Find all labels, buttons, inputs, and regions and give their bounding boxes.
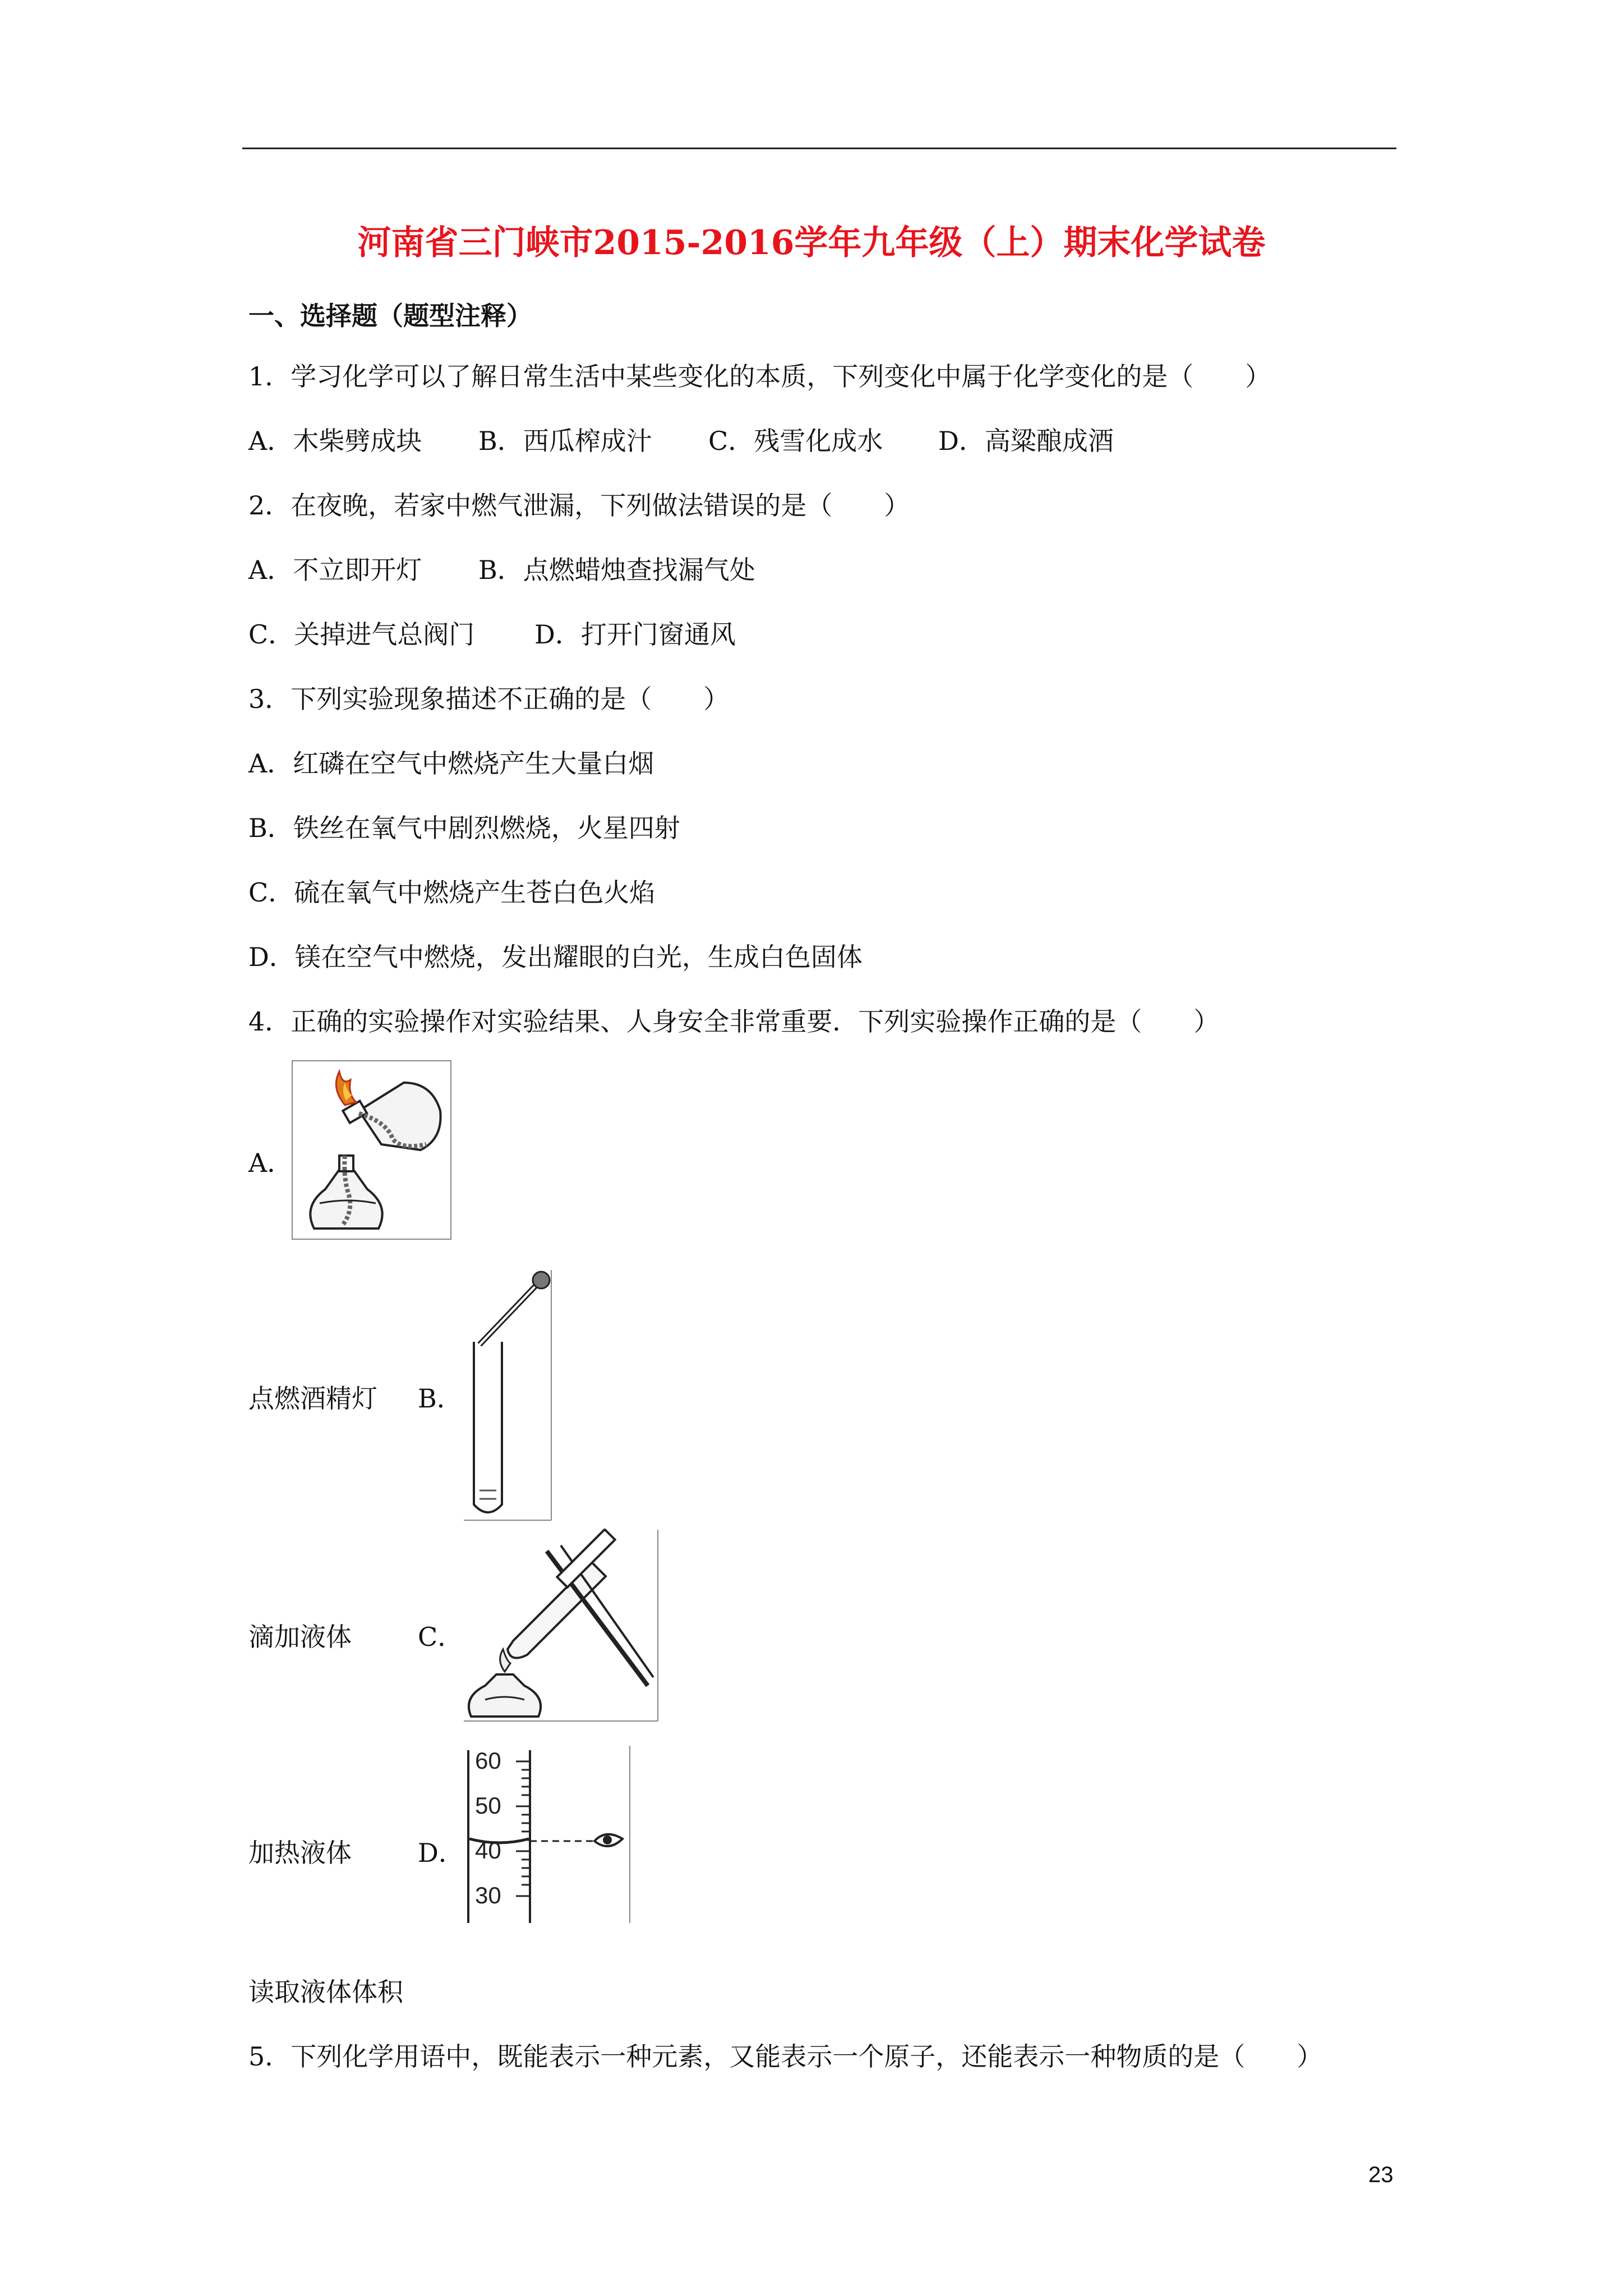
q4-option-a-label: A． [248,1148,293,1178]
heating-test-tube-figure [463,1529,659,1722]
page-title: 河南省三门峡市2015-2016学年九年级（上）期末化学试卷 [357,223,1266,263]
q2-stem: 2．在夜晚，若家中燃气泄漏，下列做法错误的是（ ） [248,490,910,521]
q3-stem: 3．下列实验现象描述不正确的是（ ） [248,684,730,714]
cylinder-tick-40: 40 [475,1837,501,1864]
header-rule [242,148,1396,149]
alcohol-lamp-lighting-figure [292,1060,451,1240]
q4-option-d-label: D． [418,1838,464,1868]
q4-option-b-caption: 滴加液体 [248,1622,352,1652]
q1-stem: 1．学习化学可以了解日常生活中某些变化的本质，下列变化中属于化学变化的是（ ） [248,361,1271,392]
q4-option-b-label: B． [418,1383,463,1414]
q3-option-b: B．铁丝在氧气中剧烈燃烧，火星四射 [248,813,680,843]
q3-option-c: C．硫在氧气中燃烧产生苍白色火焰 [248,877,656,908]
dropper-test-tube-figure [463,1269,552,1521]
q1-option-c: C．残雪化成水 [708,426,883,456]
q4-stem: 4．正确的实验操作对实验结果、人身安全非常重要．下列实验操作正确的是（ ） [248,1006,1220,1037]
q3-option-d: D．镁在空气中燃烧，发出耀眼的白光，生成白色固体 [248,942,863,972]
q5-stem: 5．下列化学用语中，既能表示一种元素，又能表示一个原子，还能表示一种物质的是（ ） [248,2041,1323,2072]
section-heading: 一、选择题（题型注释） [248,301,532,331]
q2-options-row2 [248,619,736,650]
q1-options [248,428,1114,454]
q2-option-b: B．点燃蜡烛查找漏气处 [478,555,755,585]
q1-option-a: A．木柴劈成块 [248,426,422,456]
cylinder-tick-60: 60 [475,1747,501,1774]
q2-option-c: C．关掉进气总阀门 [248,619,475,650]
graduated-cylinder-figure [463,1745,631,1924]
q2-option-a: A．不立即开灯 [248,555,422,585]
page-number: 23 [1368,2162,1394,2187]
q4-option-a-caption: 点燃酒精灯 [248,1383,377,1414]
cylinder-tick-50: 50 [475,1792,501,1819]
q1-option-b: B．西瓜榨成汁 [478,426,652,456]
cylinder-tick-30: 30 [475,1882,501,1908]
q4-option-d-caption: 读取液体体积 [248,1977,403,2007]
q2-option-d: D．打开门窗通风 [534,619,736,650]
q1-option-d: D．高粱酿成酒 [938,426,1114,456]
q4-option-c-label: C． [418,1622,464,1652]
q4-option-c-caption: 加热液体 [248,1838,352,1868]
q3-option-a: A．红磷在空气中燃烧产生大量白烟 [248,748,654,779]
q2-options-row1 [248,557,755,583]
